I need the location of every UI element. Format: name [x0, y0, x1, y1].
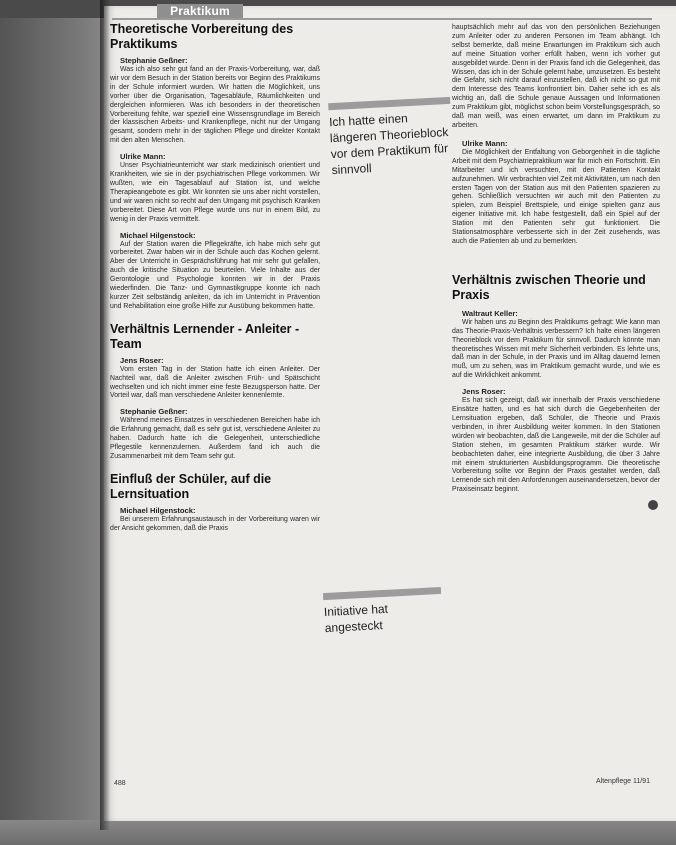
paragraph: Die Möglichkeit der Entfaltung von Geborgenheit in die tägliche Arbeit mit dem Psychiatriepraktikum war für mich ein Fortschritt. Ein Mitarbeiter und ich versuchten, mit den Patienten Kontakt aufzunehmen. Wir verbrachten viel Zeit mit Aktivitäten, um nach den ersten Tagen von der Station aus mit den Patienten spazieren zu gehen. Schließlich versuchten wir auch mit den Patienten zu spielen, zum Beispiel Brettspiele, und einige spielten ganz aus eigener Initiative mit. Ich habe festgestellt, daß ein Spiel auf der Station mit den Patienten sehr gut funktioniert. Die Stationsatmosphäre verbesserte sich in der Zeit zusehends, was auch die Patienten ab und zu bemerkten. — [452, 148, 660, 245]
paragraph: Bei unserem Erfahrungsaustausch in der Vorbereitung waren wir der Ansicht gekommen, daß die Praxis — [110, 515, 320, 532]
section-tab: Praktikum — [157, 4, 243, 19]
author-name: Jens Roser: — [462, 387, 506, 397]
header-rule — [112, 18, 652, 20]
pull-quote — [328, 97, 454, 178]
paragraph: Es hat sich gezeigt, daß wir innerhalb der Praxis verschiedene Einsätze hatten, und es hat sich durch die Gegebenheiten der Lernsituation ergeben, daß Schüler, die Theorie und Praxis verbinden, in ihrer Ausbildung weiter kommen. In den Stationen würden wir beobachten, daß die Langeweile, mit der die Schüler auf Station stehen, im gesamten Praktikum stärker wurde. Wir beobachteten daher, eine integrierte Ausbildung, die über 3 Jahre mit einem strukturierten Ausbildungsprogramm. Die theoretische Vorbereitung sollte vor Beginn der Praxis gestaltet werden, daß Lernende sich mit den Anforderungen auseinandersetzen, bevor der Praxiseinsatz beginnt. — [452, 397, 661, 494]
pull-quote-text: Initiative hat angesteckt — [323, 601, 389, 636]
paragraph: Vom ersten Tag in der Station hatte ich einen Anleiter. Der Nachteil war, daß die Anleiter zwischen Früh- und Spätschicht wechselten und ich nicht immer eine feste Bezugsperson hatte. Der Vorteil war, daß man verschiedene Anleiter kennenlernte. — [110, 365, 320, 400]
heading-theoretical-preparation: Theoretische Vorbereitung des Praktikums — [110, 22, 294, 51]
heading-theory-practice: Verhältnis zwischen Theorie und Praxis — [452, 272, 646, 302]
heading-learner-mentor-team: Verhältnis Lernender - Anleiter - Team — [110, 321, 300, 351]
author-name: Ulrike Mann: — [462, 138, 508, 148]
heading-student-influence: Einfluß der Schüler, auf die Lernsituation — [110, 471, 272, 501]
author-name: Jens Roser: — [120, 355, 164, 365]
paragraph: Unser Psychiatrieunterricht war stark medizinisch orientiert und Krankheiten, wie sie in der psychiatrischen Pflege vorkommen. Wir wußten, wie ein Tagesablauf auf Station ist, und welche Therapieangebote es gibt. Wir konnten sie uns aber nicht vorstellen, und wir waren nicht so recht auf den Umgang mit psychisch Kranken vorbereitet. Diese Art von Pflege wurde uns nur in einem Bild, zu wenig in der Praxis vermittelt. — [110, 162, 320, 223]
author-name: Stephanie Geßner: — [120, 407, 188, 417]
author-name: Ulrike Mann: — [120, 152, 166, 162]
right-column — [452, 24, 660, 495]
author-name: Stephanie Geßner: — [120, 56, 188, 65]
pull-quote — [323, 587, 443, 636]
paragraph: hauptsächlich mehr auf das von den persönlichen Beziehungen zum Anleiter oder zu anderen Personen im Team abhängt. Ich selbst bemerkte, daß meine Erwartungen im Praktikum sich auch auf meine Situation vorher erfüllt haben, wenn ich vorher gut ausgebildet wurde. Denn in der Praxis fand ich die Gelegenheit, das Wissen, das ich in der Schule gelernt habe, umzusetzen. Es besteht die Gefahr, sich nicht darauf einzustellen, daß ich nicht so gut mit dem Interesse des Teams konfrontiert bin. Daher sehe ich es als wichtig an, daß die Schule genaue Aussagen und Informationen zum Praktikum gibt, möglichst schon beim Vorstellungsgespräch, so daß man weiß, was einen erwartet, um dann im Praktikum zu arbeiten. — [452, 24, 660, 129]
author-name: Waltraut Keller: — [462, 308, 518, 318]
author-name: Michael Hilgenstock: — [120, 505, 196, 515]
pull-quote-text: Ich hatte einen längeren Theorieblock vor dem Praktikum für sinnvoll — [328, 111, 449, 178]
journal-issue: Altenpflege 11/91 — [596, 778, 650, 785]
left-column — [110, 22, 320, 534]
paragraph: Während meines Einsatzes in verschiedenen Bereichen habe ich die Erfahrung gemacht, daß es sehr gut ist, verschiedene Anleiter zu haben. Dadurch hatte ich die Gelegenheit, unterschiedliche Pflegestile kennenzulernen. Außerdem fand ich auch die Zusammenarbeit mit dem Team sehr gut. — [110, 417, 320, 460]
paragraph: Wir haben uns zu Beginn des Praktikums gefragt: Wie kann man das Theorie-Praxis-Verhältnis verbessern? Ich halte einen längeren Theorieblock vor dem Praktikum für sinnvoll. Dadurch könnte man theoretisches Wissen mit mehr Sicherheit verbinden. Es lehrte uns, daß man in der Schule, in der Praxis und im Alltag dauernd lernen muß, um zu sehen, was im Praktikum gemacht wurde, und wie es auf die Wirklichkeit ankommt. — [452, 318, 660, 380]
paragraph: Was ich also sehr gut fand an der Praxis-Vorbereitung, war, daß wir vor dem Besuch in der Station bereits vor Beginn des Praktikums in der Schule informiert wurden. Wir hatten die Möglichkeit, uns vorher über die Organisation, Tagesabläufe, Räumlichkeiten und dergleichen informieren. Was ich besonders in der theoretischen Vorbereitung fehlte, war speziell eine Wissensgrundlage im Bereich der klassischen Arbeits- und Krankenpflege, nicht nur der Umgang gesamt, sondern mehr in der täglichen Pflege und direkter Kontakt mit den alten Menschen. — [110, 66, 320, 145]
binding-shadow — [100, 0, 110, 830]
scan-background-left — [0, 0, 110, 845]
paragraph: Auf der Station waren die Pflegekräfte, ich habe mich sehr gut vorbereitet. Zwar haben wir in der Schule auch das Kochen gelernt. Aber der Unterricht in Gesprächsführung hat mir sehr gut gefallen, auch die kritische Situation zu beurteilen. Viele Inhalte aus der Gerontologie und Psychologie konnten wir in der Praxis wiederfinden. Die Tanz- und Gymnastikgruppe konnte ich nach kurzer Zeit selbständig anleiten, da ich im Unterricht in Prävention und Rehabilitation eine große Hilfe zur Ausübung bekommen hatte. — [110, 240, 320, 310]
page-number: 488 — [114, 780, 126, 787]
author-name: Michael Hilgenstock: — [120, 230, 196, 240]
bullet-dot — [648, 500, 658, 510]
